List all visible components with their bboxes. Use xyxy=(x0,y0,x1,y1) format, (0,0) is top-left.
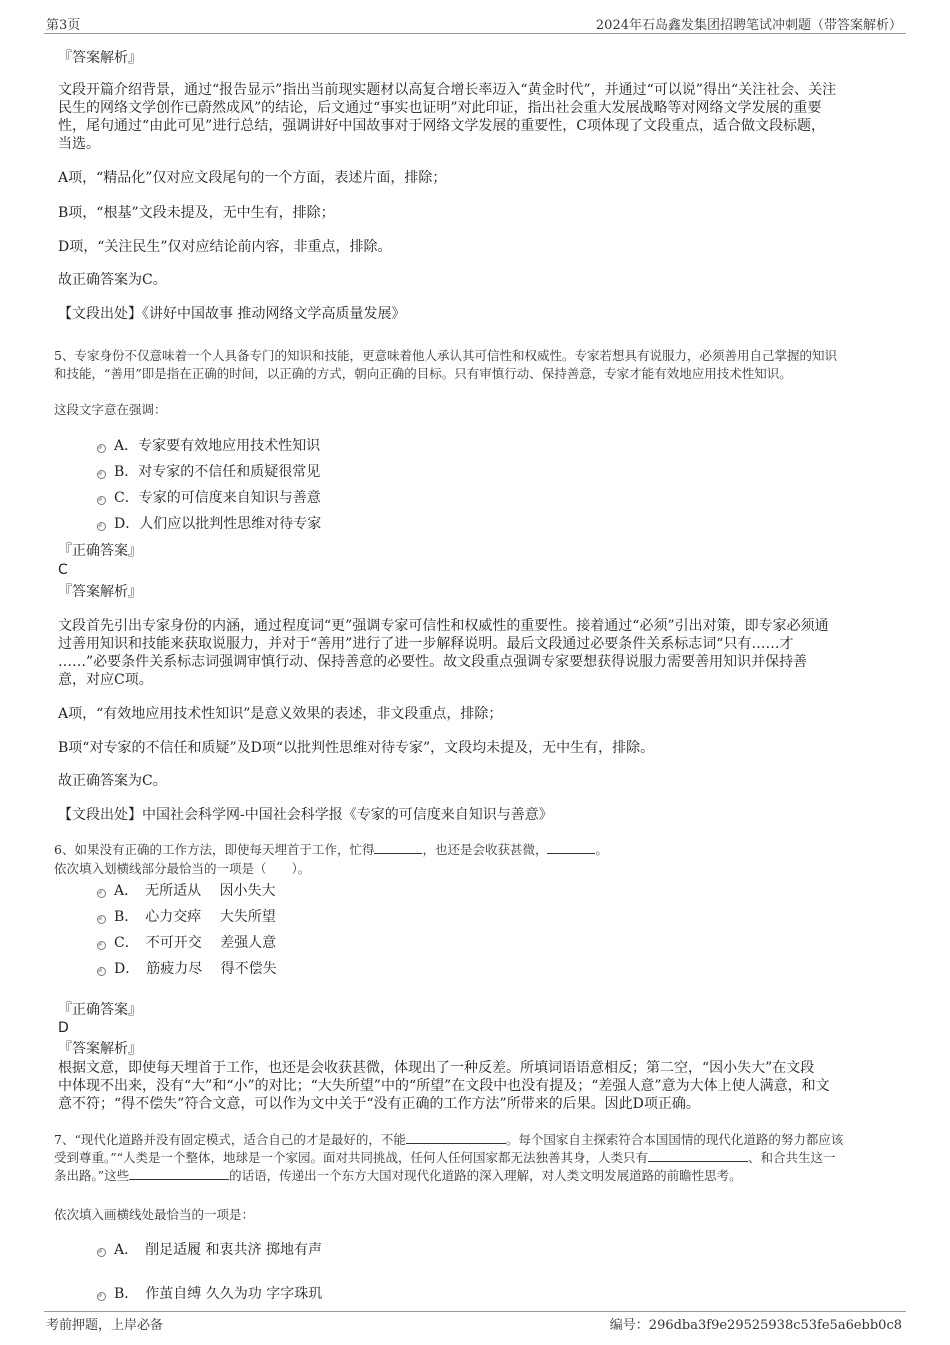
q5-option-a-radio[interactable] xyxy=(97,444,106,453)
q5-analysis-line: ……”必要条件关系标志词强调审慎行动、保持善意的必要性。故文段重点强调专家要想获得说服力需要善用知识并保持善 xyxy=(58,654,808,670)
q7-prompt: 依次填入画横线处最恰当的一项是： xyxy=(54,1207,255,1222)
q5-option-bd-analysis: B项“对专家的不信任和质疑”及D项“以批判性思维对待专家”，文段均未提及，无中生有，排除。 xyxy=(58,740,655,756)
q7-option-b-radio[interactable] xyxy=(97,1292,106,1301)
q7-blank-1 xyxy=(406,1131,506,1144)
q5-option-c-radio[interactable] xyxy=(97,496,106,505)
q6-answer-title: 『正确答案』 xyxy=(58,1002,142,1018)
q7-blank-2 xyxy=(648,1149,748,1162)
page-number: 第3页 xyxy=(46,18,81,33)
q6-option-b-radio[interactable] xyxy=(97,915,106,924)
q5-analysis-line: 文段首先引出专家身份的内涵，通过程度词“更”强调专家可信性和权威性的重要性。接着通过“必须”引出对策，即专家必须通 xyxy=(58,618,829,634)
q7-stem-part: 受到尊重。”“人类是一个整体，地球是一个家园。面对共同挑战，任何人任何国家都无法独善其身，人类只有 xyxy=(54,1150,649,1165)
q5-stem-line: 和技能，“善用”即是指在正确的时间，以正确的方式，朝向正确的目标。只有审慎行动、保持善意，专家才能有效地应用技术性知识。 xyxy=(54,366,792,381)
q4-option-b-analysis: B项，“根基”文段未提及，无中生有，排除； xyxy=(58,205,335,221)
q5-option-a-label[interactable]: A．专家要有效地应用技术性知识 xyxy=(114,438,321,454)
q5-analysis xyxy=(58,617,898,689)
q5-stem-line: 5、专家身份不仅意味着一个人具备专门的知识和技能，更意味着他人承认其可信性和权威性。专家若想具有说服力，必须善用自己掌握的知识 xyxy=(54,348,837,363)
q6-option-d-label[interactable]: D． 筋疲力尽 得不偿失 xyxy=(114,961,277,977)
q6-stem-part: 6、如果没有正确的工作方法，即使每天埋首于工作，忙得 xyxy=(54,842,375,857)
q7-stem-part: 、和合共生这一 xyxy=(748,1150,836,1165)
q5-answer: C xyxy=(58,562,68,578)
footer-code: 编号：296dba3f9e29525938c53fe5a6ebb0c8 xyxy=(609,1318,902,1333)
q7-stem-line xyxy=(54,1149,914,1167)
q6-stem-part: ，也还是会收获甚微， xyxy=(422,842,548,857)
q7-stem-line xyxy=(54,1167,914,1185)
q4-analysis-line: 文段开篇介绍背景，通过“报告显示”指出当前现实题材以高复合增长率迈入“黄金时代”，并通过“可以说”得出“关注社会、关注 xyxy=(58,82,837,98)
q5-analysis-line: 过善用知识和技能来获取说服力，并对于“善用”进行了进一步解释说明。最后文段通过必要条件关系标志词“只有……才 xyxy=(58,636,794,652)
q7-stem-part: 。每个国家自主探索符合本国国情的现代化道路的努力都应该 xyxy=(505,1132,844,1147)
q7-blank-3 xyxy=(129,1167,229,1180)
q5-conclusion: 故正确答案为C。 xyxy=(58,773,167,789)
q4-option-d-analysis: D项，“关注民生”仅对应结论前内容，非重点，排除。 xyxy=(58,239,392,255)
q6-analysis-line: 中体现不出来，没有“大”和“小”的对比；“大失所望”中的“所望”在文段中也没有提及；“差强人意”意为大体上使人满意，和文 xyxy=(58,1078,830,1094)
q6-option-c-radio[interactable] xyxy=(97,941,106,950)
q5-option-d-radio[interactable] xyxy=(97,522,106,531)
q4-analysis-line: 民生的网络文学创作已蔚然成风”的结论，后文通过“事实也证明”对此印证，指出社会重大发展战略等对网络文学发展的重要 xyxy=(58,100,822,116)
q5-analysis-title: 『答案解析』 xyxy=(58,584,142,600)
q6-option-a-label[interactable]: A． 无所适从 因小失大 xyxy=(114,883,276,899)
q4-conclusion: 故正确答案为C。 xyxy=(58,272,167,288)
q6-blank-1 xyxy=(374,841,422,854)
header-rule xyxy=(44,33,906,34)
q6-stem xyxy=(54,841,608,859)
q7-stem-part: 7、“现代化道路并没有固定模式，适合自己的才是最好的，不能 xyxy=(54,1132,406,1147)
q7-stem-part: 条出路。”这些 xyxy=(54,1168,130,1183)
q6-analysis-title: 『答案解析』 xyxy=(58,1041,142,1057)
q5-option-c-label[interactable]: C．专家的可信度来自知识与善意 xyxy=(114,490,321,506)
q4-analysis-title: 『答案解析』 xyxy=(58,50,142,66)
q5-option-b-label[interactable]: B．对专家的不信任和质疑很常见 xyxy=(114,464,321,480)
q4-analysis xyxy=(58,81,898,153)
q5-analysis-line: 意，对应C项。 xyxy=(58,672,153,688)
q7-option-a-label[interactable]: A． 削足适履 和衷共济 掷地有声 xyxy=(114,1242,323,1258)
q7-stem xyxy=(54,1131,914,1185)
q5-stem xyxy=(54,347,914,383)
q5-option-a-analysis: A项，“有效地应用技术性知识”是意义效果的表述，非文段重点，排除； xyxy=(58,706,503,722)
document-title: 2024年石岛鑫发集团招聘笔试冲刺题（带答案解析） xyxy=(595,18,902,33)
q4-source: 【文段出处】《讲好中国故事 推动网络文学高质量发展》 xyxy=(58,306,406,322)
q4-option-a-analysis: A项，“精品化”仅对应文段尾句的一个方面，表述片面，排除； xyxy=(58,170,447,186)
q7-stem-part: 的话语，传递出一个东方大国对现代化道路的深入理解，对人类文明发展道路的前瞻性思考。 xyxy=(229,1168,742,1183)
q6-prompt: 依次填入划横线部分最恰当的一项是（ ）。 xyxy=(54,861,311,876)
q7-option-b-label[interactable]: B． 作茧自缚 久久为功 字字珠玑 xyxy=(114,1286,323,1302)
q6-analysis-line: 意不符；“得不偿失”符合文意，可以作为文中关于“没有正确的工作方法”所带来的后果。因此D项正确。 xyxy=(58,1096,700,1112)
q6-analysis xyxy=(58,1059,898,1113)
footer-slogan: 考前押题，上岸必备 xyxy=(46,1318,164,1333)
q5-prompt: 这段文字意在强调： xyxy=(54,402,167,417)
q6-option-c-label[interactable]: C． 不可开交 差强人意 xyxy=(114,935,277,951)
q4-analysis-line: 性，尾句通过“由此可见”进行总结，强调讲好中国故事对于网络文学发展的重要性，C项体现了文段重点，适合做文段标题， xyxy=(58,118,826,134)
q7-stem-line xyxy=(54,1131,914,1149)
q5-answer-title: 『正确答案』 xyxy=(58,543,142,559)
q6-stem-part: 。 xyxy=(595,842,608,857)
q6-option-b-label[interactable]: B． 心力交瘁 大失所望 xyxy=(114,909,276,925)
q6-option-d-radio[interactable] xyxy=(97,967,106,976)
q6-analysis-line: 根据文意，即使每天埋首于工作，也还是会收获甚微，体现出了一种反差。所填词语语意相反；第二空，“因小失大”在文段 xyxy=(58,1060,815,1076)
q6-answer: D xyxy=(58,1020,69,1036)
q5-option-b-radio[interactable] xyxy=(97,470,106,479)
q5-option-d-label[interactable]: D．人们应以批判性思维对待专家 xyxy=(114,516,322,532)
q5-source: 【文段出处】中国社会科学网-中国社会科学报《专家的可信度来自知识与善意》 xyxy=(58,807,553,823)
q7-option-a-radio[interactable] xyxy=(97,1248,106,1257)
footer-rule xyxy=(44,1311,906,1312)
q4-analysis-line: 当选。 xyxy=(58,136,100,152)
q6-blank-2 xyxy=(547,841,595,854)
q6-option-a-radio[interactable] xyxy=(97,889,106,898)
